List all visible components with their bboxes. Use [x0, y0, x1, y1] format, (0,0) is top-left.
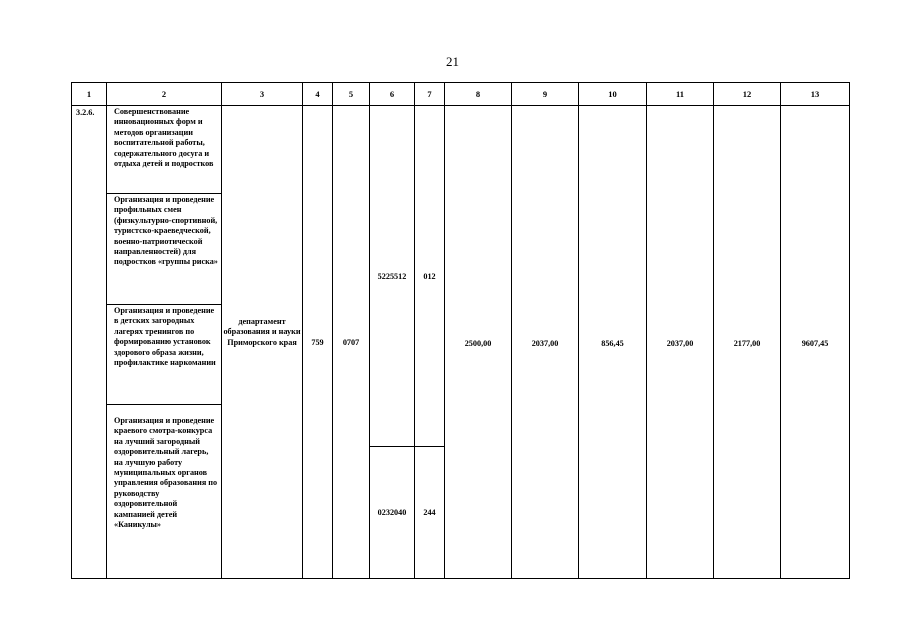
header-col-10: 10	[608, 89, 617, 99]
col-4-value: 759	[311, 338, 324, 347]
executor: департамент образования и науки Приморского края	[223, 317, 301, 347]
col-5-value: 0707	[342, 338, 360, 347]
col-13-value: 9607,45	[801, 339, 829, 348]
header-col-5: 5	[348, 89, 354, 99]
col-9-value: 2037,00	[531, 339, 559, 348]
row-code: 3.2.6.	[76, 108, 95, 117]
col-6-top-value: 5225512	[377, 272, 407, 281]
page-number: 21	[446, 54, 459, 69]
col-10-value: 856,45	[601, 339, 624, 348]
col-11-value: 2037,00	[666, 339, 694, 348]
col-8-value: 2500,00	[464, 339, 492, 348]
header-col-12: 12	[742, 89, 752, 99]
col-6-bottom-value: 0232040	[377, 508, 407, 517]
header-col-9: 9	[542, 89, 548, 99]
header-col-2: 2	[161, 89, 167, 99]
header-col-13: 13	[810, 89, 820, 99]
sub-item-contest: Организация и проведение краевого смотра-конкурса на лучший загородный оздоровительный лагерь, на лучшую работу муниципальных органов управления образования по руководству оздоровительной кампанией детей «Каникулы»	[114, 416, 218, 530]
col-7-bottom-value: 244	[423, 508, 436, 517]
col-12-value: 2177,00	[733, 339, 761, 348]
header-col-4: 4	[315, 89, 320, 99]
sub-item-profile-shifts: Организация и проведение профильных смен (физкультурно-спортивной, туристско-краеведческой, военно-патриотической направленностей) для подростков «группы риска»	[114, 195, 218, 267]
header-col-1: 1	[86, 89, 92, 99]
header-col-3: 3	[259, 89, 265, 99]
header-col-11: 11	[675, 89, 685, 99]
col-7-top-value: 012	[423, 272, 436, 281]
header-col-7: 7	[427, 89, 432, 99]
main-title: Совершенствование инновационных форм и методов организации воспитательной работы, содержательного досуга и отдыха детей и подростков	[114, 107, 214, 169]
header-col-8: 8	[475, 89, 481, 99]
header-col-6: 6	[389, 89, 395, 99]
sub-item-trainings: Организация и проведение в детских загородных лагерях тренингов по формированию установок здорового образа жизни, профилактике наркомании	[114, 306, 216, 368]
